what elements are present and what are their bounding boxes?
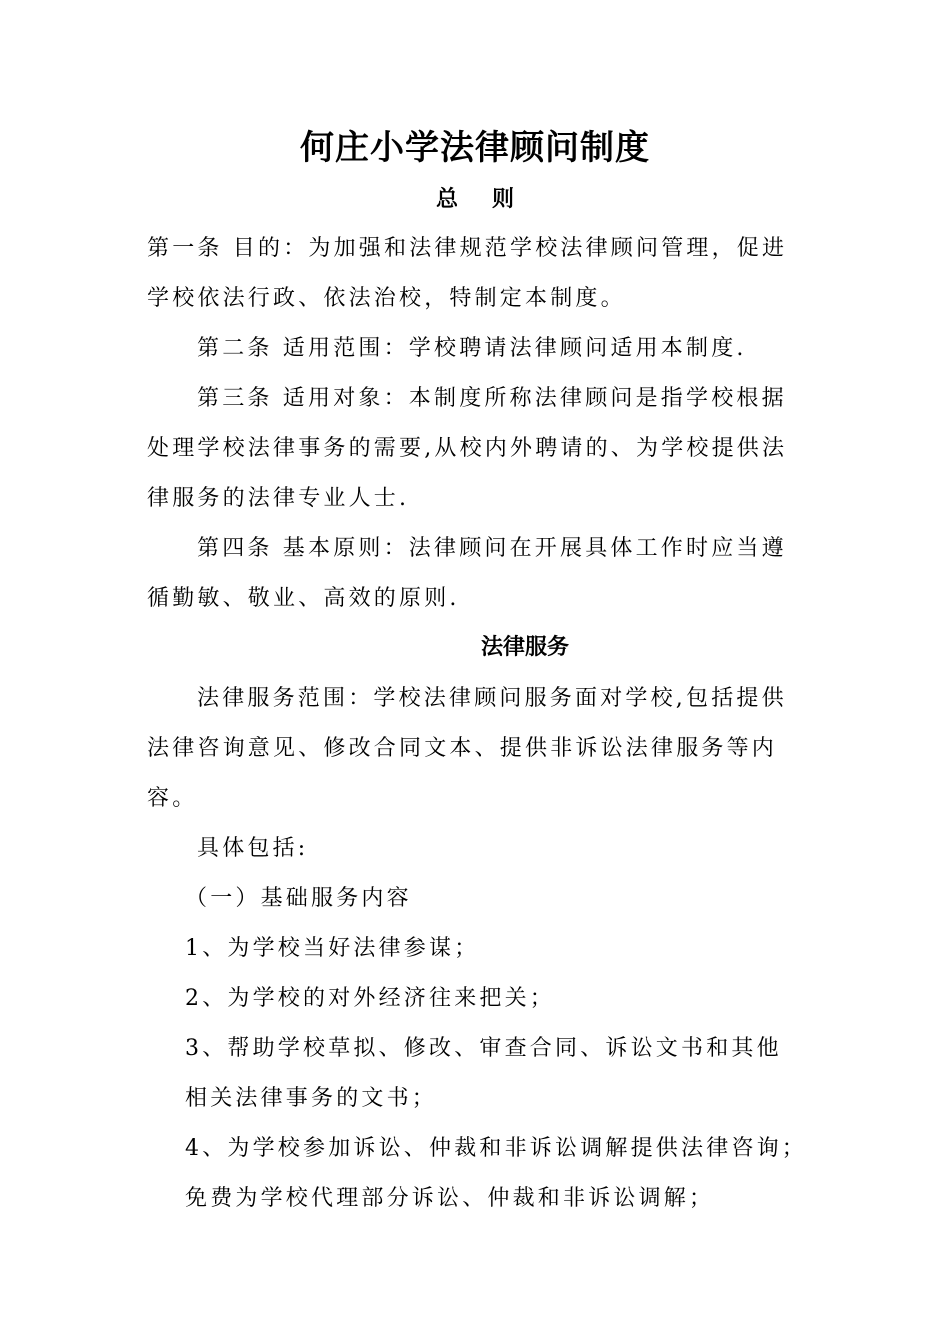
article-1-line-2: 学校依法行政、依法治校，特制定本制度。 (147, 286, 626, 311)
article-3-line-1: 第三条 适用对象：本制度所称法律顾问是指学校根据 (197, 386, 787, 411)
article-1-line-1: 第一条 目的：为加强和法律规范学校法律顾问管理，促进 (147, 236, 788, 261)
section-heading-general: 总则 (435, 187, 548, 212)
service-scope-line-2: 法律咨询意见、修改合同文本、提供非诉讼法律服务等内 (147, 736, 778, 761)
article-2-line-1: 第二条 适用范围：学校聘请法律顾问适用本制度. (197, 336, 747, 361)
service-scope-line-3: 容。 (147, 786, 198, 811)
list-item-3-line-2: 相关法律事务的文书； (185, 1086, 438, 1111)
list-item-3-line-1: 3、帮助学校草拟、修改、审查合同、诉讼文书和其他 (185, 1036, 782, 1061)
section-heading-legal-services: 法律服务 (480, 635, 569, 660)
article-4-line-1: 第四条 基本原则：法律顾问在开展具体工作时应当遵 (197, 536, 787, 561)
list-item-1: 1、为学校当好法律参谋； (185, 936, 480, 961)
article-4-line-2: 循勤敏、敬业、高效的原则. (147, 586, 460, 611)
list-item-4-line-2: 免费为学校代理部分诉讼、仲裁和非诉讼调解； (185, 1186, 715, 1211)
article-3-line-2: 处理学校法律事务的需要,从校内外聘请的、为学校提供法 (147, 436, 788, 461)
service-scope-line-1: 法律服务范围：学校法律顾问服务面对学校,包括提供 (197, 686, 787, 711)
document-title: 何庄小学法律顾问制度 (300, 128, 650, 168)
article-3-line-3: 律服务的法律专业人士. (147, 486, 410, 511)
basic-services-heading: （一）基础服务内容 (185, 886, 412, 911)
list-item-4-line-1: 4、为学校参加诉讼、仲裁和非诉讼调解提供法律咨询； (185, 1136, 807, 1161)
list-item-2: 2、为学校的对外经济往来把关； (185, 986, 555, 1011)
specifics-line: 具体包括: (197, 836, 309, 861)
